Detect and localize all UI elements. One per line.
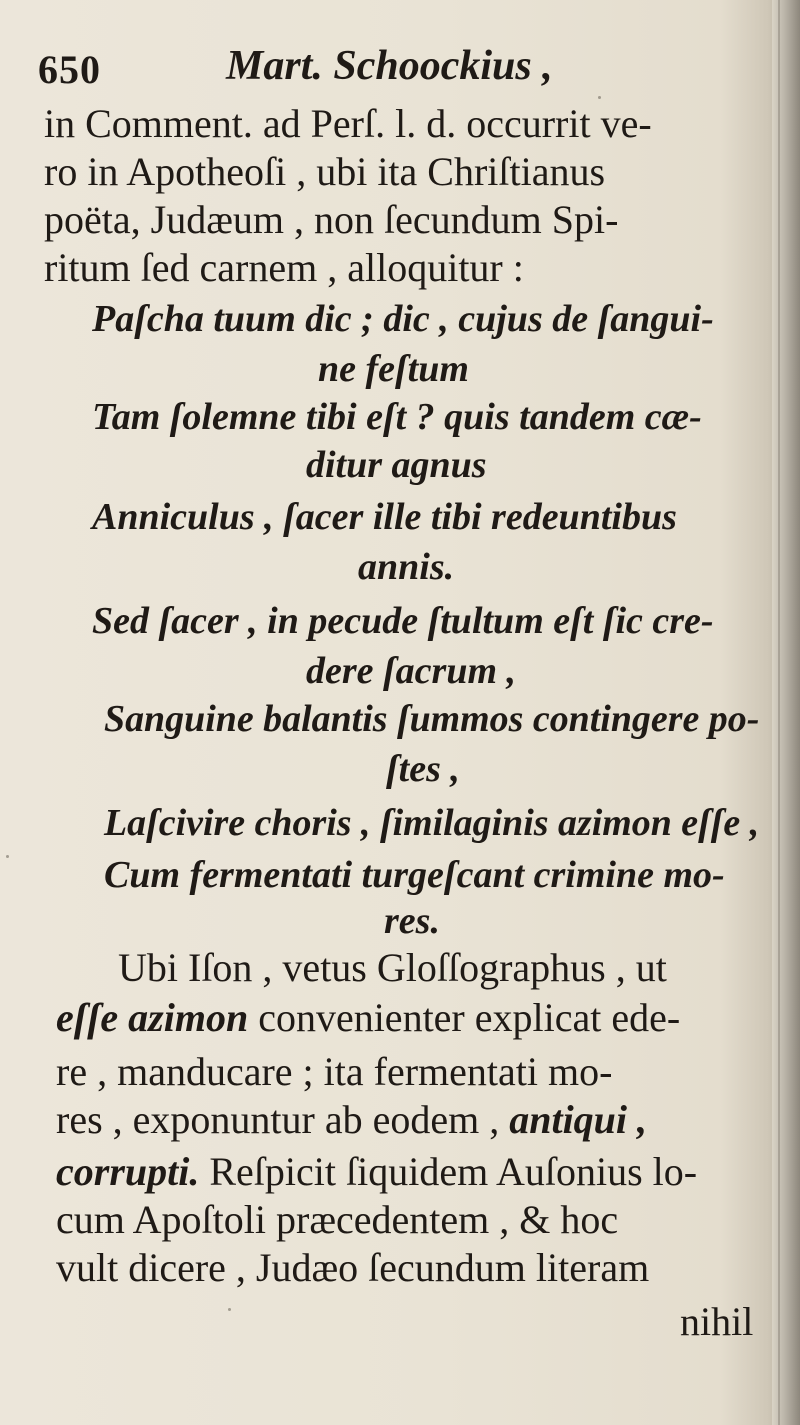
text-line-8-roman: res , exponuntur ab eodem , bbox=[56, 1097, 510, 1142]
page-header bbox=[38, 40, 758, 96]
verse-2a: Tam ſolemne tibi eſt ? quis tandem cæ- bbox=[92, 396, 702, 438]
paper-speck bbox=[228, 1308, 231, 1311]
verse-2b: ditur agnus bbox=[306, 444, 487, 486]
verse-3a: Anniculus , ſacer ille tibi redeuntibus bbox=[92, 496, 677, 538]
text-line-9 bbox=[56, 1149, 698, 1194]
verse-7b: res. bbox=[384, 900, 440, 942]
text-line-8-italic: antiqui , bbox=[509, 1097, 648, 1142]
verse-1a: Paſcha tuum dic ; dic , cujus de ſangui- bbox=[92, 298, 714, 340]
book-spine-shadow bbox=[772, 0, 800, 1425]
text-line-6 bbox=[56, 995, 681, 1040]
catchword: nihil bbox=[680, 1299, 754, 1344]
text-line-1: in Comment. ad Perſ. l. d. occurrit ve- bbox=[44, 101, 652, 146]
text-line-10: cum Apoſtoli præcedentem , & hoc bbox=[56, 1197, 619, 1242]
text-line-3: poëta, Judæum , non ſecundum Spi- bbox=[44, 197, 619, 242]
text-line-6-roman: convenienter explicat ede- bbox=[248, 995, 681, 1040]
verse-1b: ne feſtum bbox=[318, 348, 469, 390]
text-line-8 bbox=[56, 1097, 648, 1142]
text-line-6-italic: eſſe azimon bbox=[56, 995, 249, 1040]
text-line-5: Ubi Iſon , vetus Gloſſographus , ut bbox=[118, 945, 667, 990]
verse-5b: ſtes , bbox=[386, 748, 460, 790]
text-line-4: ritum ſed carnem , alloquitur : bbox=[44, 245, 524, 290]
gutter-line bbox=[778, 0, 780, 1425]
paper-speck bbox=[598, 96, 601, 99]
text-line-7: re , manducare ; ita fermentati mo- bbox=[56, 1049, 613, 1094]
verse-7a: Cum fermentati turgeſcant crimine mo- bbox=[104, 854, 725, 896]
page-number: 650 bbox=[38, 47, 101, 92]
verse-4b: dere ſacrum , bbox=[306, 650, 517, 692]
verse-6: Laſcivire choris , ſimilaginis azimon eſſe , bbox=[104, 802, 760, 844]
running-head: Mart. Schoockius , bbox=[226, 43, 553, 89]
verse-5a: Sanguine balantis ſummos contingere po- bbox=[104, 698, 760, 740]
verse-4a: Sed ſacer , in pecude ſtultum eſt ſic cre- bbox=[92, 600, 714, 642]
text-line-9-roman: Reſpicit ſiquidem Auſonius lo- bbox=[199, 1149, 698, 1194]
text-line-9-italic: corrupti. bbox=[56, 1149, 200, 1194]
verse-3b: annis. bbox=[358, 546, 455, 588]
paper-speck bbox=[6, 855, 9, 858]
text-line-2: ro in Apotheoſi , ubi ita Chriſtianus bbox=[44, 149, 606, 194]
text-line-11: vult dicere , Judæo ſecundum literam bbox=[56, 1245, 650, 1290]
